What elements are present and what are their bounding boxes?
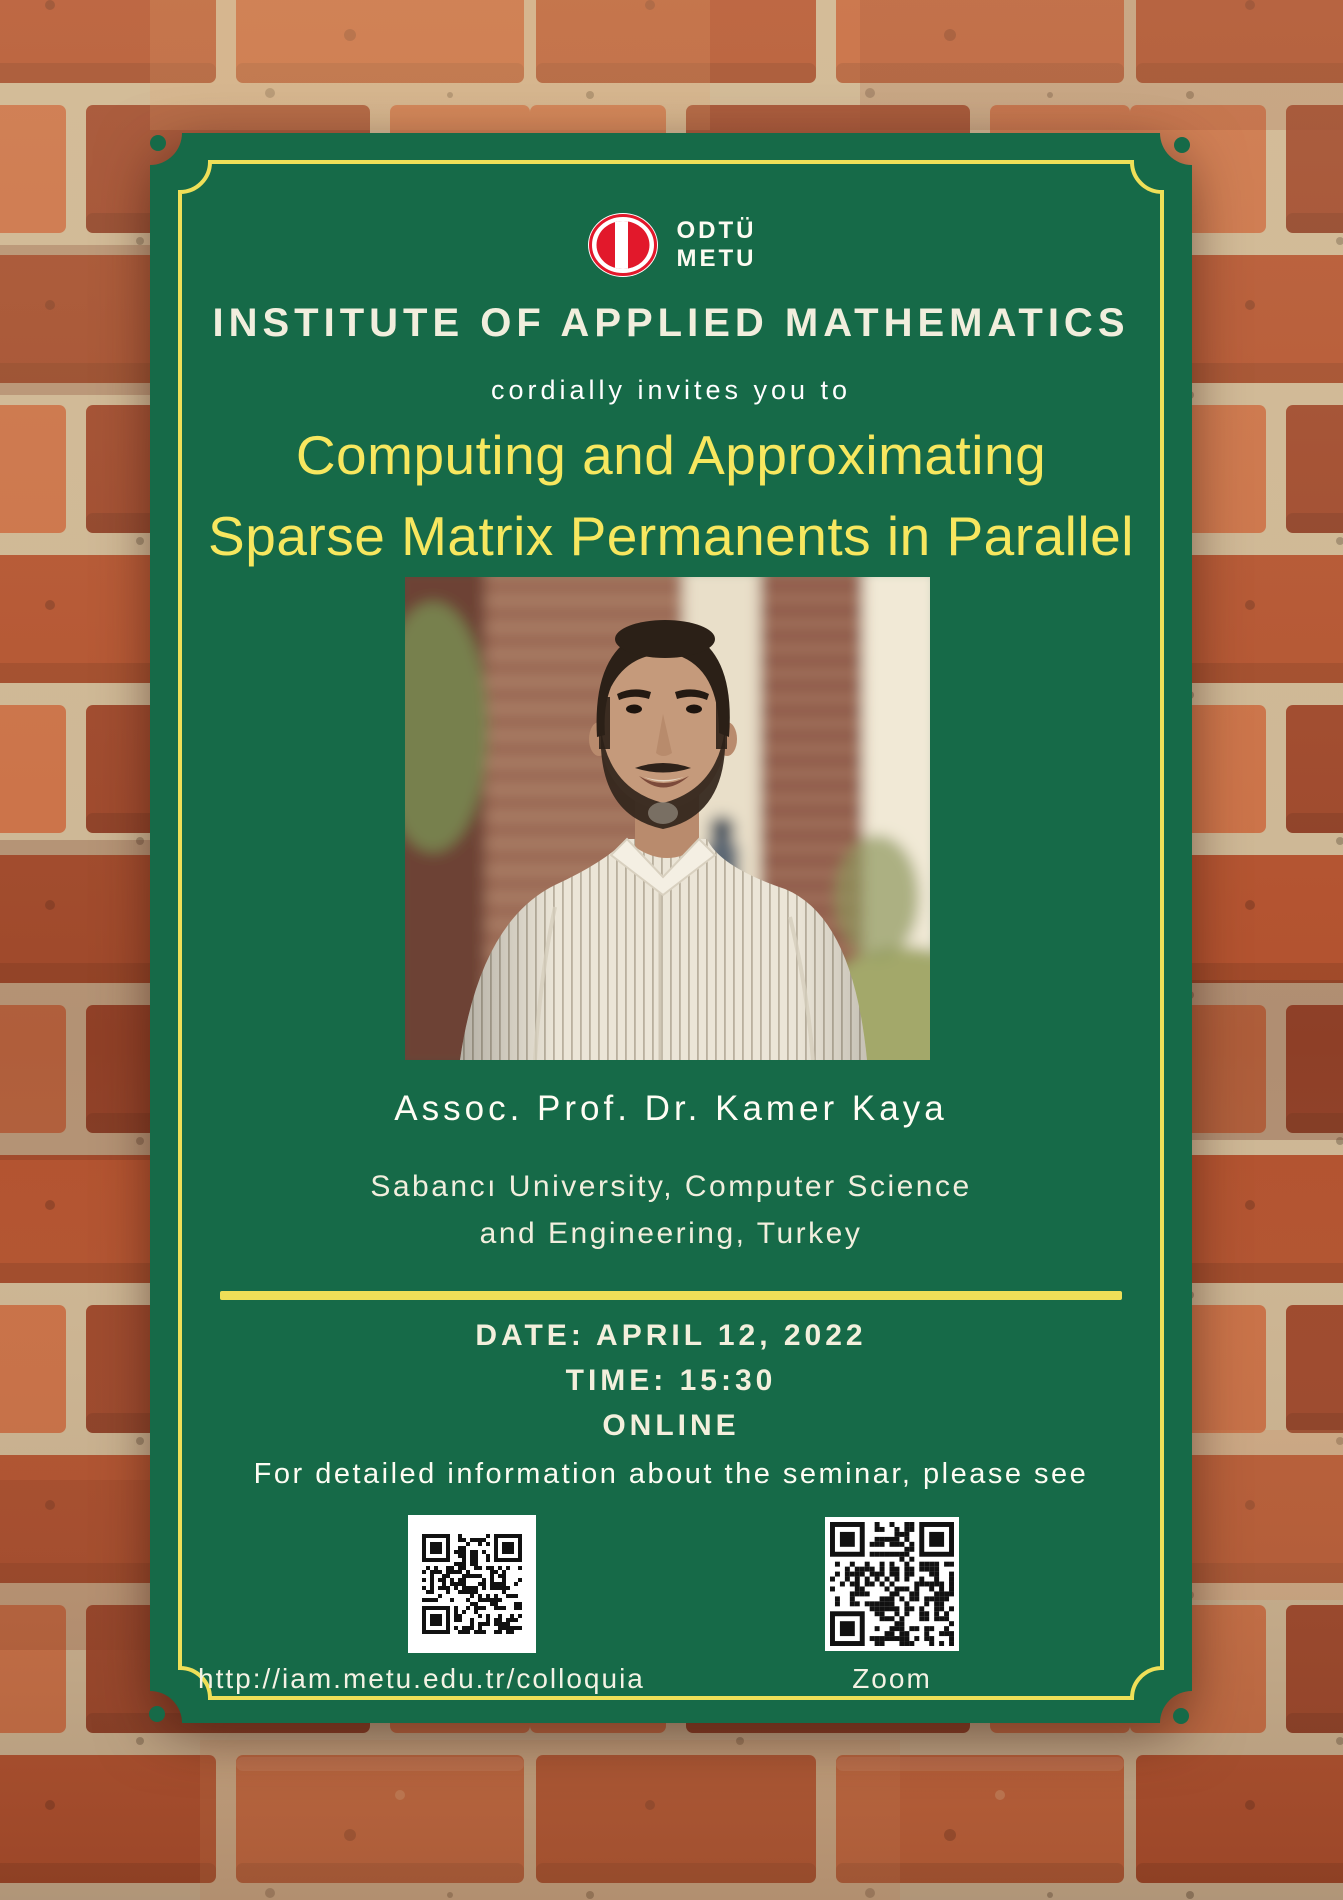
metu-emblem-icon: [586, 211, 660, 279]
seminar-title-line1: Computing and Approximating: [295, 424, 1047, 486]
website-url: http://iam.metu.edu.tr/colloquia: [198, 1663, 645, 1694]
mode-text: ONLINE: [602, 1409, 740, 1442]
metu-logo: [150, 211, 1192, 279]
zoom-qr-code: [830, 1522, 954, 1646]
date-text: DATE: APRIL 12, 2022: [475, 1319, 867, 1352]
institute-title: INSTITUTE OF APPLIED MATHEMATICS: [212, 301, 1130, 345]
date-time-block: [150, 1313, 1192, 1448]
logo-text-metu: METU: [676, 245, 757, 272]
seminar-title: [150, 415, 1192, 577]
zoom-label: Zoom: [852, 1663, 932, 1694]
seminar-title-line2: Sparse Matrix Permanents in Parallel: [208, 505, 1134, 567]
website-qr-code: [422, 1534, 522, 1634]
affiliation-line1: Sabancı University, Computer Science: [370, 1170, 972, 1203]
affiliation-line2: and Engineering, Turkey: [479, 1217, 863, 1250]
website-qr-card: [408, 1515, 536, 1653]
speaker-affiliation: [150, 1163, 1192, 1257]
speaker-name: Assoc. Prof. Dr. Kamer Kaya: [394, 1089, 948, 1128]
invite-text: cordially invites you to: [490, 375, 852, 405]
logo-text-odtu: ODTÜ: [676, 217, 757, 244]
speaker-photo: [405, 577, 930, 1060]
seminar-poster: [150, 133, 1192, 1723]
divider-bar: [220, 1291, 1122, 1300]
time-text: TIME: 15:30: [565, 1364, 777, 1397]
zoom-qr-card: [825, 1517, 959, 1651]
info-text: For detailed information about the seminar, please see: [253, 1458, 1089, 1490]
